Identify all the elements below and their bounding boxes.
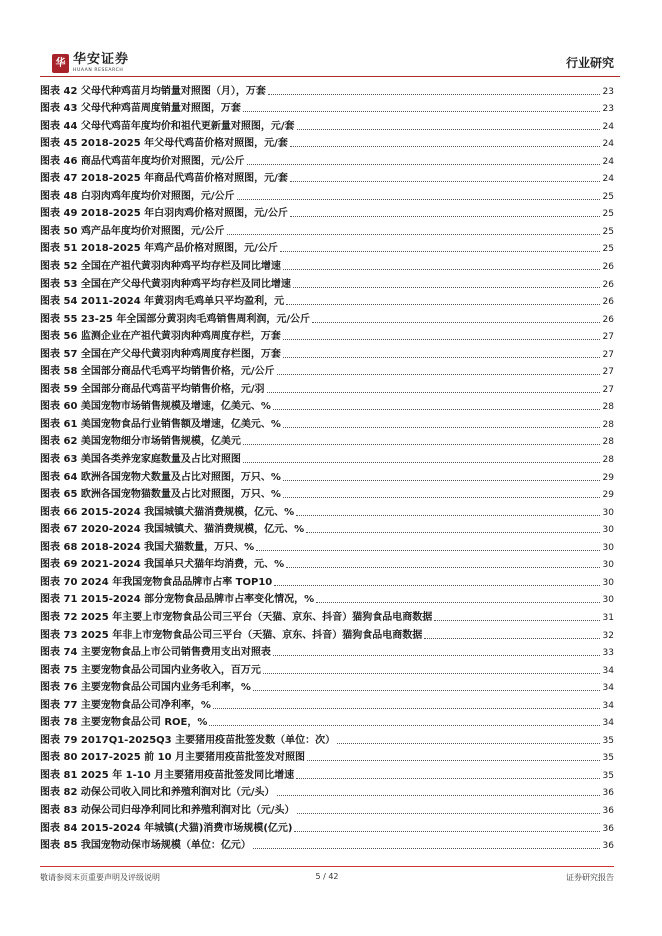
toc-entry-title[interactable]: 图表 78 主要宠物食品公司 ROE，% [40, 717, 208, 729]
toc-entry[interactable] [40, 782, 614, 800]
toc-dot-leader [227, 234, 600, 235]
toc-entry[interactable] [40, 484, 614, 502]
toc-entry[interactable] [40, 817, 614, 835]
figure-table-of-contents [40, 80, 614, 852]
toc-dot-leader [243, 111, 600, 112]
toc-entry[interactable] [40, 764, 614, 782]
toc-entry-title[interactable]: 图表 84 2015-2024 年城镇(犬猫)消费市场规模(亿元) [40, 822, 293, 834]
toc-entry-page: 30 [602, 595, 614, 606]
toc-entry-title[interactable]: 图表 76 主要宠物食品公司国内业务毛利率，% [40, 682, 251, 694]
toc-entry[interactable] [40, 308, 614, 326]
toc-dot-leader [296, 515, 600, 516]
toc-dot-leader [277, 795, 600, 796]
toc-entry[interactable] [40, 835, 614, 853]
toc-entry-title[interactable]: 图表 60 美国宠物市场销售规模及增速，亿美元、% [40, 401, 271, 413]
toc-entry[interactable] [40, 624, 614, 642]
toc-dot-leader [290, 216, 600, 217]
toc-entry-title[interactable]: 图表 59 全国部分商品代鸡苗平均销售价格，元/羽 [40, 383, 265, 395]
toc-entry-page: 29 [602, 490, 614, 501]
toc-entry[interactable] [40, 448, 614, 466]
toc-dot-leader [290, 146, 600, 147]
toc-dot-leader [294, 831, 600, 832]
toc-entry-title[interactable]: 图表 63 美国各类养宠家庭数量及占比对照图 [40, 454, 241, 466]
toc-dot-leader [283, 480, 600, 481]
toc-dot-leader [280, 251, 600, 252]
toc-entry[interactable] [40, 115, 614, 133]
toc-entry[interactable] [40, 203, 614, 221]
page-header [40, 48, 620, 84]
toc-entry[interactable] [40, 501, 614, 519]
toc-entry[interactable] [40, 677, 614, 695]
toc-entry-page: 28 [602, 437, 614, 448]
toc-entry[interactable] [40, 659, 614, 677]
toc-dot-leader [209, 725, 600, 726]
toc-entry-title[interactable]: 图表 81 2025 年 1-10 月主要猪用疫苗批签发同比增速 [40, 769, 295, 781]
toc-entry[interactable] [40, 326, 614, 344]
toc-entry[interactable] [40, 185, 614, 203]
toc-entry[interactable] [40, 536, 614, 554]
toc-entry-page: 36 [602, 823, 614, 834]
toc-entry-page: 33 [602, 648, 614, 659]
toc-entry[interactable] [40, 799, 614, 817]
toc-entry[interactable] [40, 98, 614, 116]
toc-dot-leader [283, 427, 600, 428]
toc-entry-page: 23 [602, 104, 614, 115]
toc-entry-page: 36 [602, 841, 614, 852]
toc-entry[interactable] [40, 466, 614, 484]
footer-divider [40, 866, 614, 867]
toc-entry-title[interactable]: 图表 42 父母代种鸡苗月均销量对照图（月），万套 [40, 85, 266, 97]
toc-entry-page: 28 [602, 419, 614, 430]
toc-entry[interactable] [40, 606, 614, 624]
toc-entry-page: 25 [602, 244, 614, 255]
toc-dot-leader [293, 287, 600, 288]
toc-entry-title[interactable]: 图表 61 美国宠物食品行业销售额及增速，亿美元、% [40, 418, 281, 430]
logo-english-name: HUAAN RESEARCH [73, 68, 124, 73]
toc-entry-title[interactable]: 图表 74 主要宠物食品上市公司销售费用支出对照表 [40, 647, 271, 659]
toc-entry-title[interactable]: 图表 67 2020-2024 我国城镇犬、猫消费规模，亿元、% [40, 524, 305, 536]
toc-entry-title[interactable]: 图表 55 23-25 年全国部分黄羽肉毛鸡销售周利润，元/公斤 [40, 313, 310, 325]
toc-dot-leader [243, 462, 600, 463]
toc-entry-title[interactable]: 图表 73 2025 年非上市宠物食品公司三平台（天猫、京东、抖音）猫狗食品电商数据 [40, 629, 423, 641]
toc-entry-page: 27 [602, 384, 614, 395]
toc-entry-title[interactable]: 图表 70 2024 年我国宠物食品品牌市占率 TOP10 [40, 576, 273, 588]
toc-entry-title[interactable]: 图表 64 欧洲各国宠物犬数量及占比对照图，万只、% [40, 471, 281, 483]
toc-dot-leader [283, 357, 600, 358]
footer-doc-type: 证券研究报告 [566, 873, 614, 882]
toc-entry-title[interactable]: 图表 47 2018-2025 年商品代鸡苗价格对照图，元/套 [40, 173, 288, 185]
toc-entry-title[interactable]: 图表 57 全国在产父母代黄羽肉种鸡周度存栏图，万套 [40, 348, 281, 360]
toc-dot-leader [296, 778, 600, 779]
toc-entry[interactable] [40, 413, 614, 431]
toc-entry-page: 35 [602, 753, 614, 764]
toc-entry-title[interactable]: 图表 49 2018-2025 年白羽肉鸡价格对照图，元/公斤 [40, 208, 288, 220]
toc-dot-leader [253, 690, 600, 691]
logo-text [73, 52, 129, 74]
toc-entry-page: 23 [602, 86, 614, 97]
toc-entry-page: 24 [602, 156, 614, 167]
toc-entry-title[interactable]: 图表 56 监测企业在产祖代黄羽肉种鸡周度存栏，万套 [40, 331, 281, 343]
toc-dot-leader [297, 129, 600, 130]
toc-dot-leader [268, 94, 600, 95]
toc-entry-page: 28 [602, 455, 614, 466]
toc-entry-page: 36 [602, 805, 614, 816]
toc-entry[interactable] [40, 378, 614, 396]
toc-dot-leader [290, 181, 600, 182]
toc-dot-leader [434, 620, 600, 621]
toc-entry-title[interactable]: 图表 45 2018-2025 年父母代鸡苗价格对照图，元/套 [40, 138, 288, 150]
toc-entry-title[interactable]: 图表 68 2018-2024 我国犬猫数量，万只、% [40, 541, 255, 553]
toc-entry[interactable] [40, 729, 614, 747]
toc-dot-leader [286, 304, 600, 305]
toc-entry-title[interactable]: 图表 71 2015-2024 部分宠物食品品牌市占率变化情况，% [40, 594, 315, 606]
toc-entry[interactable] [40, 396, 614, 414]
page-footer [40, 872, 614, 886]
toc-entry-title[interactable]: 图表 48 白羽肉鸡年度均价对照图，元/公斤 [40, 190, 235, 202]
toc-dot-leader [316, 602, 600, 603]
toc-entry-title[interactable]: 图表 85 我国宠物动保市场规模（单位：亿元） [40, 840, 251, 852]
toc-entry-title[interactable]: 图表 69 2021-2024 我国单只犬猫年均消费，元、% [40, 559, 285, 571]
toc-entry-title[interactable]: 图表 43 父母代种鸡苗周度销量对照图，万套 [40, 103, 241, 115]
toc-entry-page: 30 [602, 560, 614, 571]
toc-entry[interactable] [40, 238, 614, 256]
toc-entry-title[interactable]: 图表 50 鸡产品年度均价对照图，元/公斤 [40, 225, 225, 237]
toc-dot-leader [253, 848, 600, 849]
toc-entry-page: 30 [602, 507, 614, 518]
logo-chinese-name: 华安证券 [73, 52, 130, 67]
toc-entry-title[interactable]: 图表 75 主要宠物食品公司国内业务收入，百万元 [40, 664, 261, 676]
toc-entry[interactable] [40, 273, 614, 291]
toc-dot-leader [213, 708, 600, 709]
toc-entry-title[interactable]: 图表 53 全国在产父母代黄羽肉种鸡平均存栏及同比增速 [40, 278, 291, 290]
toc-entry-page: 36 [602, 788, 614, 799]
toc-entry-page: 25 [602, 191, 614, 202]
toc-entry[interactable] [40, 133, 614, 151]
toc-entry[interactable] [40, 519, 614, 537]
toc-dot-leader [337, 743, 600, 744]
toc-entry-title[interactable]: 图表 66 2015-2024 我国城镇犬猫消费规模，亿元、% [40, 506, 295, 518]
toc-dot-leader [283, 497, 600, 498]
toc-entry[interactable] [40, 589, 614, 607]
section-title: 行业研究 [565, 56, 614, 70]
toc-dot-leader [274, 585, 600, 586]
toc-entry-page: 25 [602, 226, 614, 237]
toc-entry-page: 24 [602, 139, 614, 150]
toc-entry-title[interactable]: 图表 46 商品代鸡苗年度均价对照图，元/公斤 [40, 155, 245, 167]
toc-dot-leader [312, 322, 600, 323]
toc-entry-title[interactable]: 图表 77 主要宠物食品公司净利率，% [40, 699, 211, 711]
toc-dot-leader [237, 199, 600, 200]
toc-entry-page: 34 [602, 700, 614, 711]
toc-dot-leader [243, 444, 600, 445]
toc-dot-leader [263, 673, 600, 674]
toc-entry[interactable] [40, 694, 614, 712]
toc-dot-leader [267, 392, 600, 393]
toc-entry-title[interactable]: 图表 82 动保公司收入同比和养殖利润对比（元/头） [40, 787, 275, 799]
toc-dot-leader [283, 339, 600, 340]
toc-entry[interactable] [40, 747, 614, 765]
toc-entry-title[interactable]: 图表 54 2011-2024 年黄羽肉毛鸡单只平均盈利，元 [40, 296, 285, 308]
toc-entry-page: 27 [602, 332, 614, 343]
toc-dot-leader [256, 550, 600, 551]
toc-entry-title[interactable]: 图表 58 全国部分商品代毛鸡平均销售价格，元/公斤 [40, 366, 275, 378]
toc-entry-title[interactable]: 图表 44 父母代鸡苗年度均价和祖代更新量对照图，元/套 [40, 120, 295, 132]
toc-entry[interactable] [40, 343, 614, 361]
toc-entry-page: 26 [602, 314, 614, 325]
toc-entry-title[interactable]: 图表 51 2018-2025 年鸡产品价格对照图，元/公斤 [40, 243, 278, 255]
toc-entry-page: 35 [602, 735, 614, 746]
toc-dot-leader [277, 374, 600, 375]
toc-entry[interactable] [40, 291, 614, 309]
toc-entry-title[interactable]: 图表 65 欧洲各国宠物猫数量及占比对照图，万只、% [40, 489, 281, 501]
toc-entry-page: 30 [602, 542, 614, 553]
toc-entry-page: 27 [602, 349, 614, 360]
toc-entry-page: 34 [602, 683, 614, 694]
toc-entry[interactable] [40, 168, 614, 186]
toc-entry-page: 27 [602, 367, 614, 378]
toc-entry-page: 32 [602, 630, 614, 641]
toc-entry-page: 35 [602, 770, 614, 781]
toc-entry-page: 31 [602, 612, 614, 623]
toc-dot-leader [273, 655, 600, 656]
toc-entry-title[interactable]: 图表 79 2017Q1-2025Q3 主要猪用疫苗批签发数（单位：次） [40, 734, 336, 746]
toc-entry-title[interactable]: 图表 72 2025 年主要上市宠物食品公司三平台（天猫、京东、抖音）猫狗食品电商数据 [40, 611, 433, 623]
toc-entry[interactable] [40, 712, 614, 730]
toc-entry-title[interactable]: 图表 62 美国宠物细分市场销售规模，亿美元 [40, 436, 241, 448]
toc-dot-leader [307, 760, 600, 761]
toc-dot-leader [273, 409, 600, 410]
toc-dot-leader [424, 638, 600, 639]
toc-dot-leader [297, 813, 600, 814]
footer-disclaimer: 敬请参阅末页重要声明及评级说明 [40, 873, 160, 882]
toc-entry-page: 34 [602, 665, 614, 676]
toc-entry-page: 26 [602, 297, 614, 308]
toc-entry[interactable] [40, 431, 614, 449]
toc-entry[interactable] [40, 642, 614, 660]
toc-dot-leader [286, 567, 600, 568]
toc-entry-page: 28 [602, 402, 614, 413]
toc-entry-page: 26 [602, 279, 614, 290]
toc-entry-page: 30 [602, 525, 614, 536]
toc-entry-title[interactable]: 图表 52 全国在产祖代黄羽肉种鸡平均存栏及同比增速 [40, 261, 281, 273]
toc-dot-leader [306, 532, 600, 533]
toc-entry-title[interactable]: 图表 80 2017-2025 前 10 月主要猪用疫苗批签发对照图 [40, 752, 306, 764]
toc-dot-leader [283, 269, 600, 270]
toc-entry[interactable] [40, 571, 614, 589]
header-divider [40, 76, 620, 77]
toc-entry[interactable] [40, 554, 614, 572]
toc-entry-page: 25 [602, 209, 614, 220]
toc-entry[interactable] [40, 80, 614, 98]
toc-entry-page: 26 [602, 262, 614, 273]
toc-entry-title[interactable]: 图表 83 动保公司归母净利同比和养殖利润对比（元/头） [40, 804, 295, 816]
toc-entry[interactable] [40, 255, 614, 273]
toc-dot-leader [247, 164, 600, 165]
toc-entry-page: 34 [602, 718, 614, 729]
toc-entry[interactable] [40, 150, 614, 168]
toc-entry-page: 29 [602, 472, 614, 483]
toc-entry-page: 24 [602, 121, 614, 132]
page-number: 5 / 42 [315, 872, 339, 881]
toc-entry[interactable] [40, 220, 614, 238]
toc-entry-page: 30 [602, 577, 614, 588]
logo-mark-icon: 华 [52, 54, 69, 73]
toc-entry-page: 24 [602, 174, 614, 185]
toc-entry[interactable] [40, 361, 614, 379]
